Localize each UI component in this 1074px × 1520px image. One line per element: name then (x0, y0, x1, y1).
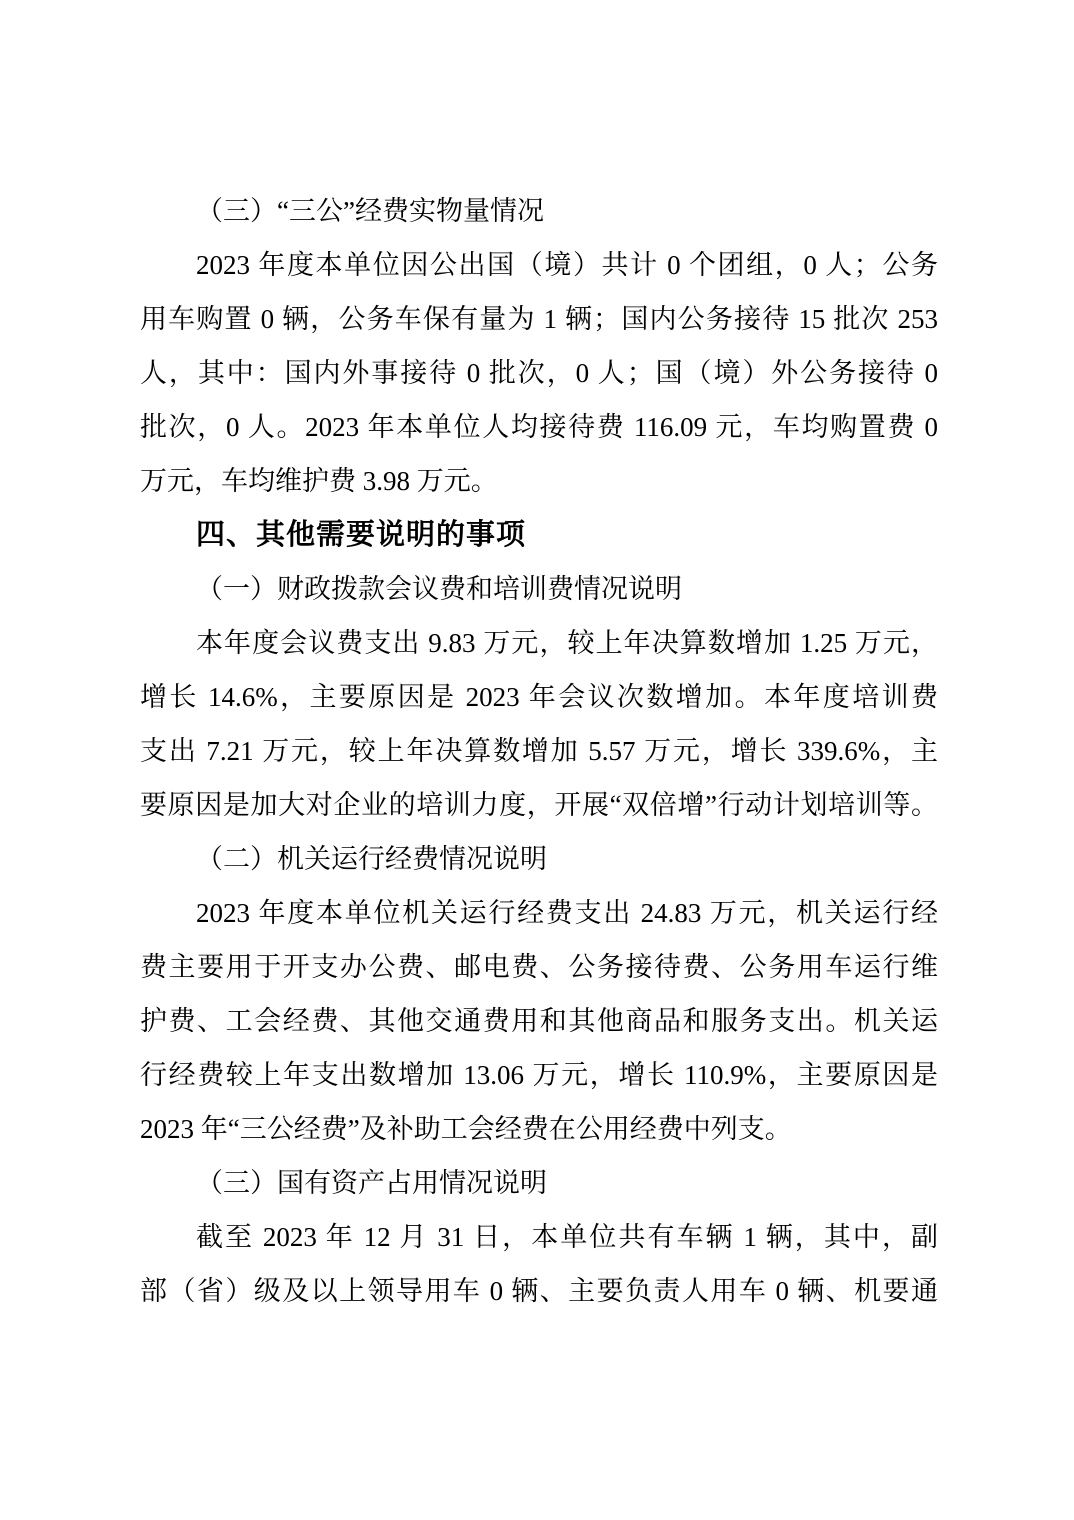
subsection-heading-meeting-training-fees: （一）财政拨款会议费和培训费情况说明 (196, 574, 682, 604)
body-line: 部（省）级及以上领导用车 0 辆、主要负责人用车 0 辆、机要通 (140, 1276, 938, 1306)
body-line: 要原因是加大对企业的培训力度，开展“双倍增”行动计划培训等。 (140, 790, 938, 820)
body-line: 万元，车均维护费 3.98 万元。 (140, 466, 498, 496)
subsection-heading-agency-operating-funds: （二）机关运行经费情况说明 (196, 844, 547, 874)
body-line: 护费、工会经费、其他交通费用和其他商品和服务支出。机关运 (140, 1006, 938, 1036)
body-line: 2023 年“三公经费”及补助工会经费在公用经费中列支。 (140, 1114, 792, 1144)
body-line: 人，其中：国内外事接待 0 批次，0 人；国（境）外公务接待 0 (140, 358, 938, 388)
subsection-heading-state-assets: （三）国有资产占用情况说明 (196, 1168, 547, 1198)
body-line: 费主要用于开支办公费、邮电费、公务接待费、公务用车运行维 (140, 952, 938, 982)
document-text-block (140, 184, 938, 1318)
body-line: 截至 2023 年 12 月 31 日，本单位共有车辆 1 辆，其中，副 (196, 1222, 938, 1252)
body-line: 支出 7.21 万元，较上年决算数增加 5.57 万元，增长 339.6%，主 (140, 736, 938, 766)
body-line: 批次，0 人。2023 年本单位人均接待费 116.09 元，车均购置费 0 (140, 412, 938, 442)
body-line: 增长 14.6%，主要原因是 2023 年会议次数增加。本年度培训费 (140, 682, 938, 712)
section-heading-other-matters: 四、其他需要说明的事项 (196, 519, 527, 551)
subsection-heading-three-public-expenses: （三）“三公”经费实物量情况 (196, 196, 544, 226)
body-line: 行经费较上年支出数增加 13.06 万元，增长 110.9%，主要原因是 (140, 1060, 938, 1090)
body-line: 2023 年度本单位机关运行经费支出 24.83 万元，机关运行经 (196, 898, 938, 928)
body-line: 本年度会议费支出 9.83 万元，较上年决算数增加 1.25 万元， (196, 628, 938, 658)
body-line: 用车购置 0 辆，公务车保有量为 1 辆；国内公务接待 15 批次 253 (140, 304, 938, 334)
body-line: 2023 年度本单位因公出国（境）共计 0 个团组，0 人；公务 (196, 250, 938, 280)
